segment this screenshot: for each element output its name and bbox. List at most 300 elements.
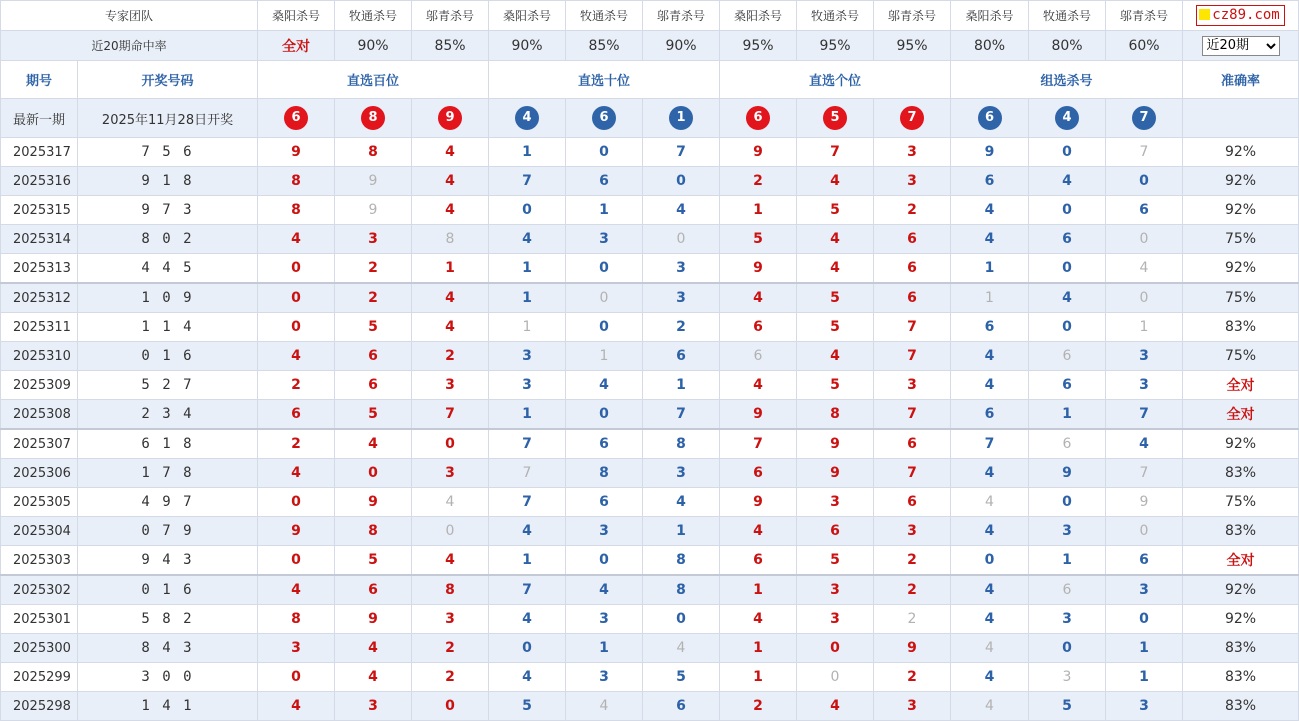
kill-number-cell: 7 [643,138,720,167]
kill-number-cell: 6 [566,429,643,459]
kill-number-cell: 3 [566,517,643,546]
kill-number-cell: 7 [1106,400,1183,430]
kill-number-cell: 1 [489,546,566,576]
kill-number-cell: 2 [258,371,335,400]
kill-number-cell: 0 [258,663,335,692]
kill-number-cell: 4 [797,225,874,254]
period-cell: 2025300 [1,634,78,663]
kill-number-cell: 0 [1029,254,1106,284]
expert-name-cell: 桑阳杀号 [258,1,335,31]
kill-number-cell: 3 [874,167,951,196]
kill-number-cell: 9 [720,400,797,430]
kill-number-cell: 5 [797,283,874,313]
expert-name-cell: 牧通杀号 [797,1,874,31]
kill-number-cell: 3 [797,605,874,634]
kill-number-cell: 8 [643,546,720,576]
kill-number-cell: 6 [874,429,951,459]
kill-number-cell: 0 [951,546,1029,576]
period-cell: 2025305 [1,488,78,517]
draw-numbers-cell: 9 7 3 [78,196,258,225]
accuracy-cell: 83% [1183,663,1299,692]
table-row [1,575,1299,605]
kill-number-cell: 8 [258,605,335,634]
kill-number-cell: 3 [258,634,335,663]
kill-number-cell: 7 [874,459,951,488]
latest-ball-cell [335,99,412,138]
kill-number-cell: 0 [1029,313,1106,342]
latest-ball: 6 [284,106,308,130]
latest-ball-cell [1029,99,1106,138]
latest-ball: 6 [592,106,616,130]
kill-number-cell: 6 [1106,196,1183,225]
expert-name-cell: 牧通杀号 [1029,1,1106,31]
kill-number-cell: 4 [258,692,335,721]
latest-ball-cell [489,99,566,138]
kill-number-cell: 7 [874,342,951,371]
period-range-select[interactable] [1202,36,1280,56]
draw-numbers-cell: 1 7 8 [78,459,258,488]
kill-number-cell: 4 [412,283,489,313]
draw-numbers-cell: 1 4 1 [78,692,258,721]
latest-label: 最新一期 [1,99,78,138]
col-accuracy-header: 准确率 [1183,61,1299,99]
kill-number-cell: 6 [1029,575,1106,605]
period-cell: 2025303 [1,546,78,576]
kill-number-cell: 0 [797,663,874,692]
kill-number-cell: 7 [1106,138,1183,167]
expert-name-cell: 牧通杀号 [566,1,643,31]
kill-number-cell: 1 [489,400,566,430]
kill-number-cell: 6 [720,459,797,488]
kill-number-cell: 1 [951,254,1029,284]
hit-rate-cell: 全对 [258,31,335,61]
kill-number-cell: 6 [1029,342,1106,371]
kill-number-cell: 6 [720,313,797,342]
kill-number-cell: 3 [797,575,874,605]
kill-number-cell: 0 [566,283,643,313]
kill-number-cell: 0 [1029,196,1106,225]
kill-number-cell: 7 [874,400,951,430]
kill-number-cell: 0 [1106,167,1183,196]
accuracy-cell: 全对 [1183,371,1299,400]
table-row [1,196,1299,225]
hit-rate-label: 近20期命中率 [1,31,258,61]
kill-number-cell: 1 [1106,663,1183,692]
kill-number-cell: 7 [1106,459,1183,488]
latest-ball-cell [720,99,797,138]
hit-rate-cell: 85% [566,31,643,61]
kill-number-cell: 1 [489,254,566,284]
kill-number-cell: 2 [874,196,951,225]
kill-number-cell: 4 [951,605,1029,634]
kill-number-cell: 9 [335,605,412,634]
kill-number-cell: 0 [643,225,720,254]
kill-number-cell: 2 [335,254,412,284]
draw-numbers-cell: 0 1 6 [78,342,258,371]
kill-number-cell: 4 [489,605,566,634]
kill-number-cell: 4 [951,459,1029,488]
table-row [1,488,1299,517]
table-row [1,342,1299,371]
kill-number-cell: 3 [874,517,951,546]
kill-number-cell: 6 [874,225,951,254]
kill-number-cell: 8 [412,225,489,254]
table-row [1,517,1299,546]
kill-number-cell: 7 [489,429,566,459]
kill-number-cell: 4 [951,634,1029,663]
kill-number-cell: 4 [951,342,1029,371]
kill-number-cell: 9 [720,254,797,284]
kill-number-cell: 5 [335,400,412,430]
hit-rate-cell: 90% [643,31,720,61]
kill-number-cell: 5 [335,313,412,342]
draw-numbers-cell: 8 0 2 [78,225,258,254]
hit-rate-cell: 85% [412,31,489,61]
kill-number-cell: 3 [412,605,489,634]
draw-numbers-cell: 0 1 6 [78,575,258,605]
table-row [1,371,1299,400]
period-cell: 2025311 [1,313,78,342]
period-select-cell [1183,31,1299,61]
kill-number-cell: 3 [335,225,412,254]
kill-number-cell: 3 [874,138,951,167]
kill-number-cell: 3 [643,459,720,488]
kill-number-cell: 4 [951,371,1029,400]
accuracy-cell: 92% [1183,167,1299,196]
table-row [1,167,1299,196]
kill-number-cell: 5 [1029,692,1106,721]
accuracy-cell: 75% [1183,342,1299,371]
draw-numbers-cell: 5 8 2 [78,605,258,634]
table-row [1,429,1299,459]
kill-number-cell: 4 [797,167,874,196]
kill-number-cell: 6 [874,254,951,284]
latest-ball: 6 [978,106,1002,130]
hit-rate-cell: 95% [720,31,797,61]
logo-square-icon [1199,9,1210,20]
kill-number-cell: 6 [720,546,797,576]
kill-number-cell: 0 [1106,283,1183,313]
latest-ball-cell [643,99,720,138]
kill-number-cell: 3 [489,371,566,400]
kill-number-cell: 0 [412,692,489,721]
kill-number-cell: 7 [412,400,489,430]
expert-name-cell: 牧通杀号 [335,1,412,31]
kill-number-cell: 6 [720,342,797,371]
period-cell: 2025310 [1,342,78,371]
latest-ball: 7 [1132,106,1156,130]
kill-number-cell: 6 [643,342,720,371]
kill-number-cell: 0 [566,546,643,576]
kill-number-cell: 4 [720,371,797,400]
accuracy-cell: 92% [1183,254,1299,284]
kill-number-cell: 4 [951,517,1029,546]
accuracy-cell: 92% [1183,605,1299,634]
kill-number-cell: 4 [1106,429,1183,459]
table-row [1,546,1299,576]
kill-number-cell: 6 [951,400,1029,430]
draw-numbers-cell: 1 1 4 [78,313,258,342]
kill-number-cell: 5 [489,692,566,721]
kill-number-cell: 6 [951,313,1029,342]
group-units-header: 直选个位 [720,61,951,99]
hit-rate-cell: 80% [951,31,1029,61]
expert-header-row [1,1,1299,31]
kill-number-cell: 7 [489,488,566,517]
kill-number-cell: 0 [797,634,874,663]
kill-number-cell: 8 [335,517,412,546]
draw-numbers-cell: 9 1 8 [78,167,258,196]
kill-number-cell: 4 [720,517,797,546]
kill-number-cell: 4 [951,692,1029,721]
kill-number-cell: 6 [566,488,643,517]
kill-number-cell: 9 [1029,459,1106,488]
period-cell: 2025309 [1,371,78,400]
kill-number-cell: 6 [1029,429,1106,459]
kill-number-cell: 0 [258,488,335,517]
kill-number-cell: 0 [1029,634,1106,663]
kill-number-cell: 0 [489,634,566,663]
draw-numbers-cell: 4 4 5 [78,254,258,284]
kill-number-cell: 6 [874,488,951,517]
kill-number-cell: 4 [1029,283,1106,313]
table-row [1,254,1299,284]
kill-number-cell: 6 [566,167,643,196]
expert-name-cell: 邬青杀号 [412,1,489,31]
kill-number-cell: 9 [720,138,797,167]
kill-number-cell: 1 [1029,400,1106,430]
kill-number-cell: 5 [335,546,412,576]
latest-ball-cell [258,99,335,138]
kill-number-cell: 0 [1029,138,1106,167]
group-tens-header: 直选十位 [489,61,720,99]
table-row [1,663,1299,692]
kill-number-cell: 8 [335,138,412,167]
kill-number-cell: 6 [335,342,412,371]
kill-number-cell: 3 [566,225,643,254]
kill-number-cell: 4 [335,634,412,663]
period-cell: 2025306 [1,459,78,488]
kill-number-cell: 4 [412,546,489,576]
kill-number-cell: 4 [566,575,643,605]
table-row [1,313,1299,342]
kill-number-cell: 3 [335,692,412,721]
kill-number-cell: 2 [412,634,489,663]
kill-number-cell: 0 [258,546,335,576]
kill-number-cell: 3 [643,283,720,313]
kill-number-cell: 1 [643,517,720,546]
expert-team-label: 专家团队 [1,1,258,31]
kill-number-cell: 4 [412,167,489,196]
kill-number-cell: 1 [566,342,643,371]
kill-number-cell: 2 [258,429,335,459]
accuracy-cell: 83% [1183,459,1299,488]
accuracy-cell: 75% [1183,283,1299,313]
kill-number-cell: 9 [258,517,335,546]
kill-number-cell: 5 [797,313,874,342]
kill-number-cell: 4 [797,342,874,371]
kill-number-cell: 8 [258,167,335,196]
kill-number-cell: 2 [643,313,720,342]
hit-rate-cell: 95% [797,31,874,61]
kill-number-cell: 7 [489,167,566,196]
kill-number-cell: 1 [720,196,797,225]
kill-number-cell: 0 [412,517,489,546]
kill-number-cell: 4 [258,575,335,605]
kill-number-cell: 1 [489,283,566,313]
accuracy-cell: 83% [1183,634,1299,663]
latest-draw-date: 2025年11月28日开奖 [78,99,258,138]
kill-number-cell: 2 [412,663,489,692]
kill-number-cell: 8 [258,196,335,225]
period-cell: 2025316 [1,167,78,196]
kill-number-cell: 0 [1106,605,1183,634]
table-row [1,605,1299,634]
kill-number-cell: 9 [874,634,951,663]
kill-number-cell: 9 [335,196,412,225]
period-cell: 2025308 [1,400,78,430]
accuracy-cell: 全对 [1183,400,1299,430]
site-logo[interactable] [1196,5,1284,26]
expert-name-cell: 桑阳杀号 [489,1,566,31]
table-row [1,400,1299,430]
latest-ball: 8 [361,106,385,130]
kill-number-cell: 4 [566,371,643,400]
kill-number-cell: 4 [412,313,489,342]
draw-numbers-cell: 8 4 3 [78,634,258,663]
kill-number-cell: 6 [1106,546,1183,576]
table-row [1,459,1299,488]
kill-number-cell: 2 [874,575,951,605]
kill-number-cell: 9 [797,459,874,488]
draw-numbers-cell: 6 1 8 [78,429,258,459]
latest-draw-row [1,99,1299,138]
kill-number-cell: 1 [566,196,643,225]
kill-number-cell: 8 [643,429,720,459]
kill-number-cell: 6 [874,283,951,313]
accuracy-cell: 92% [1183,196,1299,225]
draw-numbers-cell: 9 4 3 [78,546,258,576]
table-row [1,634,1299,663]
latest-ball: 1 [669,106,693,130]
col-period-header: 期号 [1,61,78,99]
kill-number-cell: 0 [258,254,335,284]
kill-number-cell: 1 [489,313,566,342]
table-row [1,138,1299,167]
kill-number-cell: 7 [489,575,566,605]
kill-number-cell: 0 [1106,517,1183,546]
expert-name-cell: 邬青杀号 [1106,1,1183,31]
kill-number-cell: 1 [489,138,566,167]
kill-number-cell: 3 [412,371,489,400]
period-cell: 2025302 [1,575,78,605]
draw-numbers-cell: 0 7 9 [78,517,258,546]
kill-number-cell: 1 [1029,546,1106,576]
period-cell: 2025307 [1,429,78,459]
kill-number-cell: 4 [951,196,1029,225]
hit-rate-cell: 90% [489,31,566,61]
kill-number-cell: 4 [412,196,489,225]
kill-number-cell: 7 [489,459,566,488]
kill-number-cell: 0 [1106,225,1183,254]
kill-number-cell: 9 [335,167,412,196]
draw-numbers-cell: 2 3 4 [78,400,258,430]
kill-number-cell: 5 [643,663,720,692]
kill-number-cell: 8 [643,575,720,605]
kill-number-cell: 1 [720,663,797,692]
accuracy-cell: 75% [1183,488,1299,517]
kill-number-cell: 7 [720,429,797,459]
kill-number-cell: 6 [951,167,1029,196]
kill-number-cell: 5 [797,546,874,576]
kill-number-cell: 4 [1106,254,1183,284]
accuracy-cell: 83% [1183,517,1299,546]
kill-number-cell: 1 [951,283,1029,313]
kill-number-cell: 6 [335,575,412,605]
kill-number-cell: 0 [258,283,335,313]
kill-number-cell: 2 [720,167,797,196]
kill-number-cell: 0 [258,313,335,342]
expert-name-cell: 桑阳杀号 [720,1,797,31]
accuracy-cell: 92% [1183,575,1299,605]
kill-number-cell: 0 [643,605,720,634]
kill-number-cell: 9 [1106,488,1183,517]
period-cell: 2025314 [1,225,78,254]
kill-number-cell: 6 [258,400,335,430]
period-cell: 2025299 [1,663,78,692]
kill-number-cell: 3 [1106,692,1183,721]
kill-number-cell: 6 [335,371,412,400]
kill-number-cell: 4 [643,634,720,663]
kill-number-cell: 3 [1106,371,1183,400]
kill-number-cell: 9 [335,488,412,517]
kill-number-cell: 8 [797,400,874,430]
kill-number-cell: 0 [1029,488,1106,517]
table-row [1,283,1299,313]
kill-number-cell: 5 [797,371,874,400]
kill-number-cell: 3 [1106,342,1183,371]
kill-number-cell: 3 [874,371,951,400]
period-cell: 2025317 [1,138,78,167]
kill-number-cell: 6 [1029,225,1106,254]
period-cell: 2025301 [1,605,78,634]
latest-ball-cell [412,99,489,138]
col-draw-header: 开奖号码 [78,61,258,99]
latest-ball: 4 [515,106,539,130]
latest-ball: 7 [900,106,924,130]
kill-number-cell: 6 [643,692,720,721]
draw-numbers-cell: 4 9 7 [78,488,258,517]
kill-number-cell: 4 [258,225,335,254]
latest-ball: 6 [746,106,770,130]
kill-number-cell: 3 [1029,605,1106,634]
kill-number-cell: 7 [797,138,874,167]
latest-ball-cell [1106,99,1183,138]
kill-number-cell: 1 [566,634,643,663]
kill-number-cell: 0 [566,138,643,167]
kill-number-cell: 4 [720,283,797,313]
kill-number-cell: 4 [951,575,1029,605]
kill-number-cell: 0 [643,167,720,196]
kill-number-cell: 2 [874,605,951,634]
table-row [1,692,1299,721]
kill-number-cell: 4 [335,429,412,459]
kill-number-cell: 1 [1106,313,1183,342]
kill-number-cell: 5 [720,225,797,254]
group-combo-header: 组选杀号 [951,61,1183,99]
accuracy-cell: 83% [1183,692,1299,721]
kill-number-cell: 9 [258,138,335,167]
